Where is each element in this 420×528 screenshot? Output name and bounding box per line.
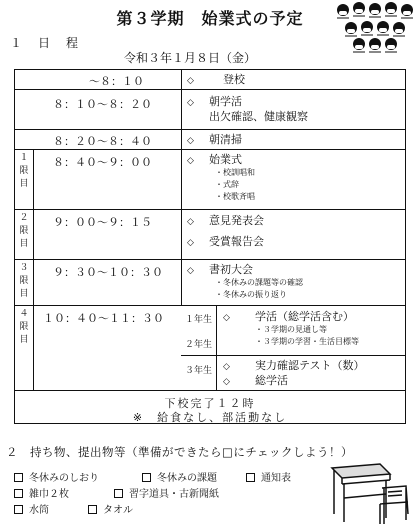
schedule-event: 朝学活	[209, 95, 242, 108]
checklist-item[interactable]: 雑巾２枚	[14, 485, 69, 500]
period-label: ３ 限 目	[15, 260, 34, 305]
diamond-icon: ◇	[187, 238, 194, 248]
schedule-sub-item: ・３学期の見通し等	[255, 325, 327, 334]
diamond-icon: ◇	[187, 136, 194, 146]
schedule-event: 実力確認テスト（数）	[255, 359, 365, 372]
checklist-item[interactable]: 冬休みのしおり	[14, 469, 99, 484]
checkbox[interactable]	[14, 473, 23, 482]
diamond-icon: ◇	[187, 266, 194, 276]
schedule-sub-item: ・３学期の学習・生活目標等	[255, 337, 359, 346]
checklist-item[interactable]: 習字道具・古新聞紙	[114, 485, 219, 500]
checkbox[interactable]	[14, 505, 23, 514]
schedule-event: 受賞報告会	[209, 235, 264, 248]
schedule-time: ８：１０～８：２０	[53, 98, 152, 111]
checkbox[interactable]	[14, 489, 23, 498]
schedule-sub-item: ・校歌斉唱	[215, 192, 255, 201]
schedule-event: 登校	[223, 73, 245, 86]
schedule-time: ９：００～９：１５	[53, 216, 152, 229]
schedule-event: 書初大会	[209, 263, 253, 276]
diamond-icon: ◇	[187, 156, 194, 166]
grade-label: １年生	[185, 315, 213, 325]
schedule-row	[15, 260, 405, 306]
checklist-item[interactable]: 水筒	[14, 501, 49, 516]
schedule-event: 総学活	[255, 374, 288, 387]
period-label: １ 限 目	[15, 150, 34, 209]
schedule-time: ８：４０～９：００	[53, 156, 152, 169]
checkbox[interactable]	[142, 473, 151, 482]
diamond-icon: ◇	[187, 76, 194, 86]
schedule-sub-item: ・冬休みの課題等の確認	[215, 278, 303, 287]
period-label: ４ 限 目	[15, 306, 34, 390]
section-items-heading: ２ 持ち物、提出物等（準備ができたら□にチェックしよう！）	[6, 445, 354, 459]
students-illustration-icon	[333, 0, 417, 58]
grade-label: ３年生	[185, 366, 213, 376]
schedule-time: １０：４０～１１：３０	[43, 312, 164, 325]
schedule-row	[15, 130, 405, 150]
page-title: 第３学期 始業式の予定	[116, 9, 304, 28]
grade-label: ２年生	[185, 340, 213, 350]
schedule-event: 学活（総学活含む）	[255, 310, 354, 323]
period-label: ２ 限 目	[15, 210, 34, 259]
schedule-event: 朝清掃	[209, 133, 242, 146]
checkbox[interactable]	[246, 473, 255, 482]
lunch-club-note: ※ 給食なし、部活動なし	[132, 411, 288, 424]
schedule-sub-item: ・式辞	[215, 180, 239, 189]
dismissal-time: 下校完了１２時	[164, 397, 256, 410]
schedule-table	[14, 69, 406, 424]
schedule-sub-item: ・校訓唱和	[215, 168, 255, 177]
diamond-icon: ◇	[187, 217, 194, 227]
schedule-row	[15, 90, 405, 130]
checkbox[interactable]	[88, 505, 97, 514]
diamond-icon: ◇	[187, 98, 194, 108]
schedule-time: ８：２０～８：４０	[53, 135, 152, 148]
date: 令和３年１月８日（金）	[123, 51, 256, 65]
section-schedule-heading: １ 日 程	[10, 36, 81, 50]
schedule-time: ９：３０～１０：３０	[53, 266, 163, 279]
schedule-time: ～８：１０	[89, 75, 144, 88]
checklist-item[interactable]: タオル	[88, 501, 133, 516]
schedule-row	[15, 306, 405, 391]
checklist-item[interactable]: 通知表	[246, 469, 291, 484]
diamond-icon: ◇	[223, 377, 230, 387]
schedule-row	[15, 150, 405, 210]
diamond-icon: ◇	[223, 313, 230, 323]
checklist-item[interactable]: 冬休みの課題	[142, 469, 217, 484]
schedule-event-detail: 出欠確認、健康観察	[209, 110, 308, 123]
schedule-event: 意見発表会	[209, 214, 264, 227]
checkbox[interactable]	[114, 489, 123, 498]
diamond-icon: ◇	[223, 362, 230, 372]
schedule-sub-item: ・冬休みの振り返り	[215, 290, 287, 299]
schedule-row	[15, 70, 405, 90]
desk-chair-illustration-icon	[320, 458, 416, 526]
schedule-event: 始業式	[209, 153, 242, 166]
schedule-row	[15, 210, 405, 260]
